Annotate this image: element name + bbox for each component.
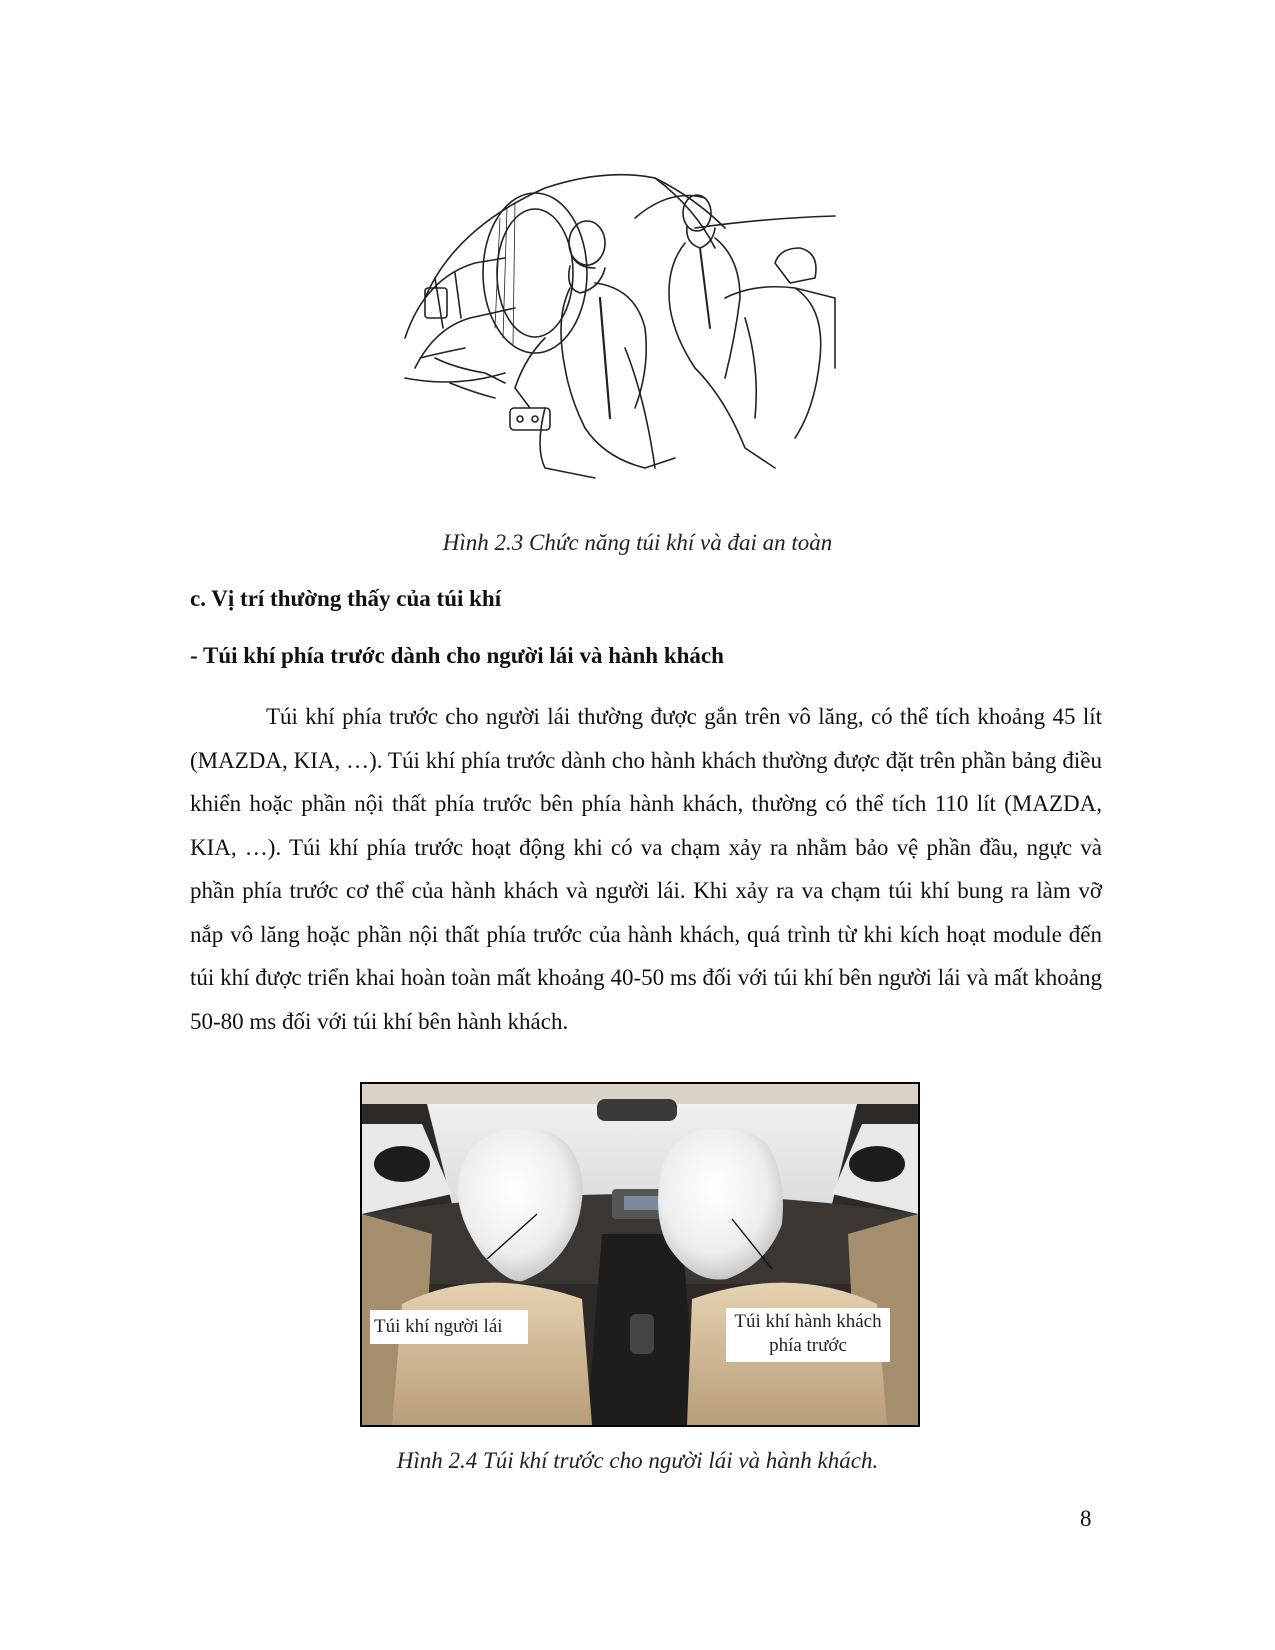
passenger-airbag-label-line2: phía trước: [769, 1335, 847, 1356]
passenger-airbag-label: [726, 1308, 890, 1362]
figure-2-3-illustration: [395, 168, 845, 490]
subsection-heading: - Túi khí phía trước dành cho người lái và hành khách: [190, 643, 724, 668]
figure-2-3-caption: Hình 2.3 Chức năng túi khí và đai an toàn: [442, 530, 833, 555]
figure-2-4-photo: [360, 1082, 920, 1427]
passenger-airbag-label-line1: Túi khí hành khách: [734, 1311, 882, 1332]
body-paragraph: Túi khí phía trước cho người lái thường được gắn trên vô lăng, có thể tích khoảng 45 lít (MAZDA, KIA, …). Túi khí phía trước dành cho hành khách thường được đặt trên phần bảng điều khiển hoặc phần nội thất phía trước bên phía hành khách, thường có thể tích 110 lít (MAZDA, KIA, …). Túi khí phía trước hoạt động khi có va chạm xảy ra nhằm bảo vệ phần đầu, ngực và phần phía trước cơ thể của hành khách và người lái. Khi xảy ra va chạm túi khí bung ra làm vỡ nắp vô lăng hoặc phần nội thất phía trước của hành khách, quá trình từ khi kích hoạt module đến túi khí được triển khai hoàn toàn mất khoảng 40-50 ms đối với túi khí bên người lái và mất khoảng 50-80 ms đối với túi khí bên hành khách.: [190, 704, 1102, 1034]
page-number: 8: [1080, 1506, 1092, 1531]
driver-airbag-label: Túi khí người lái: [370, 1310, 528, 1344]
figure-2-4-caption: Hình 2.4 Túi khí trước cho người lái và hành khách.: [396, 1448, 879, 1473]
section-heading: c. Vị trí thường thấy của túi khí: [190, 586, 502, 611]
